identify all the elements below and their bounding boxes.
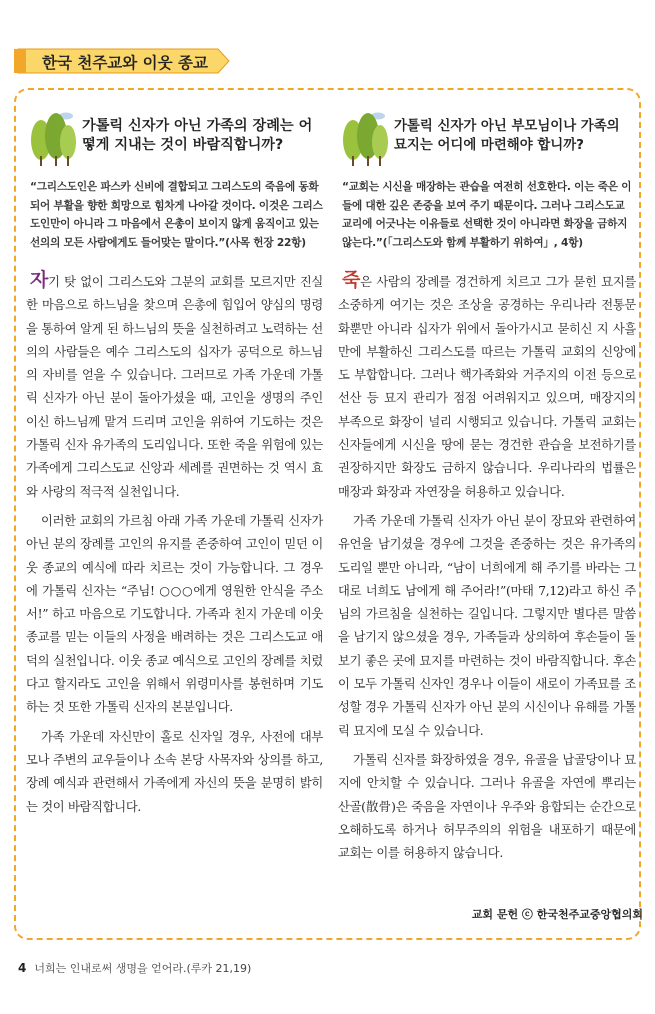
right-question-title: 가톨릭 신자가 아닌 부모님이나 가족의 묘지는 어디에 마련해야 합니까? <box>394 119 620 153</box>
right-paragraph-2: 가족 가운데 가톨릭 신자가 아닌 분이 장묘와 관련하여 유언을 남기셨을 경우에 그것을 존중하는 것은 유가족의 도리일 뿐만 아니라, “남이 너희에게 해 주기를 바라는 그대로 너희도 남에게 해 주어라!”(마태 7,12)라고 하신 주님의 가르침을 실천하는 길입니다. 그렇지만 별다른 말씀을 남기지 않으셨을 경우, 가족들과 상의하여 후손들이 돌보기 좋은 곳에 묘지를 마련하는 것이 바람직합니다. 후손이 모두 가톨릭 신자인 경우나 이들이 새로이 가족묘를 조성할 경우 가톨릭 신자가 아닌 분의 시신이나 유해를 가톨릭 묘지에 모실 수 있습니다. <box>338 513 636 738</box>
left-paragraph-1: 기 탓 없이 그리스도와 그분의 교회를 모르지만 진실한 마음으로 하느님을 찾으며 은총에 힘입어 양심의 명령을 통하여 알게 된 하느님의 뜻을 실천하려고 노력하는 선의의 사람들은 예수 그리스도의 십자가 공덕으로 하느님의 자비를 얻을 수 있습니다. 그러므로 가족 가운데 가톨릭 신자가 아닌 분이 돌아가셨을 때, 고인을 생명의 주인이신 하느님께 맡겨 드리며 고인을 위하여 기도하는 것은 가톨릭 신자 유가족의 도리입니다. 또한 죽을 위험에 있는 가족에게 그리스도교 신앙과 세례를 권면하는 것 역시 효와 사랑의 적극적 실천입니다. <box>26 275 323 499</box>
section-tab <box>14 47 231 75</box>
section-title: 한국 천주교와 이웃 종교 <box>42 54 208 72</box>
page-number: 4 <box>18 961 27 975</box>
right-dropcap: 죽 <box>342 269 361 291</box>
right-paragraph-3: 가톨릭 신자를 화장하였을 경우, 유골을 납골당이나 묘지에 안치할 수 있습니다. 그러나 유골을 자연에 뿌리는 산골(散骨)은 죽음을 자연이나 우주와 융합되는 순간으로 오해하도록 하거나 허무주의의 위험을 내포하기 때문에 교회는 이를 허용하지 않습니다. <box>338 752 636 861</box>
page-footer <box>18 960 251 976</box>
left-paragraph-3: 가족 가운데 자신만이 홀로 신자일 경우, 사전에 대부모나 주변의 교우들이나 소속 본당 사목자와 상의를 하고, 장례 예식과 관련해서 가족에게 자신의 뜻을 분명히 밝히는 것이 바람직합니다. <box>26 729 323 814</box>
right-column <box>338 110 636 865</box>
left-paragraph-2: 이러한 교회의 가르침 아래 가족 가운데 가톨릭 신자가 아닌 분의 장례를 고인의 유지를 존중하여 고인이 믿던 이웃 종교의 예식에 따라 치르는 것이 가능합니다. 그 경우에 가톨릭 신자는 “주님! ○○○에게 영원한 안식을 주소서!” 하고 마음으로 기도합니다. 가족과 친지 가운데 이웃 종교를 믿는 이들의 사정을 배려하는 것은 그리스도교 애덕의 실천입니다. 이웃 종교 예식으로 고인의 장례를 치렀다고 할지라도 고인을 위해서 위령미사를 봉헌하며 기도하는 것 또한 가톨릭 신자의 본분입니다. <box>26 513 323 715</box>
trees-icon <box>338 110 392 168</box>
left-column <box>26 110 323 819</box>
left-dropcap: 자 <box>30 269 49 291</box>
right-question-header <box>338 110 636 180</box>
left-quote: “그리스도인은 파스카 신비에 결합되고 그리스도의 죽음에 동화되어 부활을 향한 희망으로 힘차게 나아갈 것이다. 이것은 그리스도인만이 아니라 그 마음에서 은총이 보이지 않게 움직이고 있는 선의의 모든 사람에게도 들어맞는 말이다.”(사목 헌장 22항) <box>30 181 323 249</box>
left-question-header <box>26 110 323 180</box>
left-question-title: 가톨릭 신자가 아닌 가족의 장례는 어떻게 지내는 것이 바람직합니까? <box>82 118 313 153</box>
right-quote: “교회는 시신을 매장하는 관습을 여전히 선호한다. 이는 죽은 이들에 대한 깊은 존중을 보여 주기 때문이다. 그러나 그리스도교 교리에 어긋나는 이유들로 선택한 것이 아니라면 화장을 금하지 않는다.”(「그리스도와 함께 부활하기 위하여」, 4항) <box>342 181 632 249</box>
left-body <box>26 269 323 819</box>
footer-verse: 너희는 인내로써 생명을 얻어라.(루카 21,19) <box>34 962 252 975</box>
right-paragraph-1: 은 사람의 장례를 경건하게 치르고 그가 묻힌 묘지를 소중하게 여기는 것은 조상을 공경하는 우리나라 전통문화뿐만 아니라 십자가 위에서 돌아가시고 묻히신 지 사흘 만에 부활하신 그리스도를 따르는 가톨릭 교회의 신앙에도 부합합니다. 그러나 핵가족화와 거주지의 이전 등으로 선산 등 묘지 관리가 점점 어려워지고 있으며, 매장지의 부족으로 화장이 널리 시행되고 있습니다. 가톨릭 교회는 신자들에게 시신을 땅에 묻는 경건한 관습을 보전하기를 권장하지만 화장도 금하지 않습니다. 우리나라의 법률은 매장과 화장과 자연장을 허용하고 있습니다. <box>338 275 636 499</box>
source-credit: 교회 문헌 ⓒ 한국천주교중앙협의회 <box>471 908 643 921</box>
right-body <box>338 269 636 865</box>
trees-icon <box>26 110 80 168</box>
